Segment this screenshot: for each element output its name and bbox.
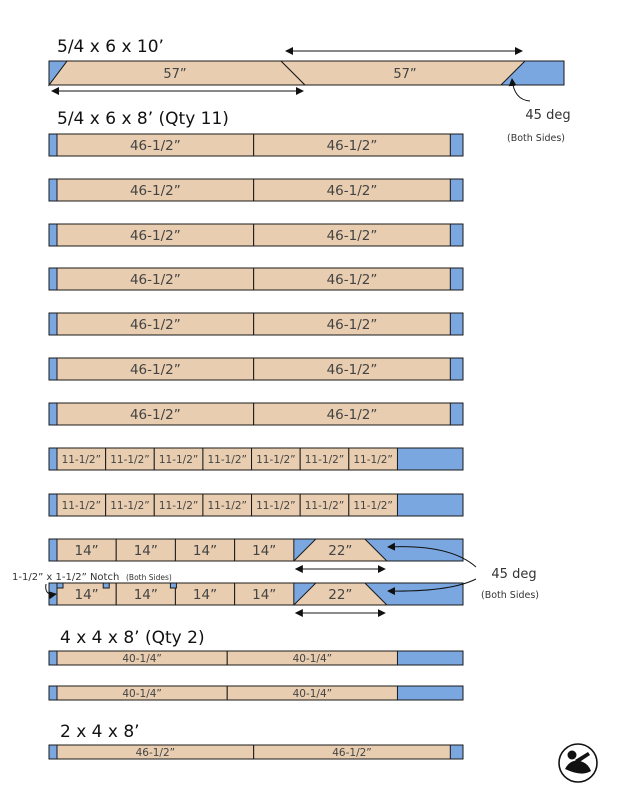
angle-sub-label: (Both Sides) (480, 590, 540, 601)
board-row (49, 313, 463, 335)
piece-label: 11-1/2” (353, 499, 393, 512)
board-row (49, 179, 463, 201)
notch-sub-label: (Both Sides) (126, 573, 172, 582)
piece-label: 11-1/2” (207, 453, 247, 466)
board-row (49, 358, 463, 380)
piece-label: 14” (74, 542, 99, 559)
heading-5-4x6x8: 5/4 x 6 x 8’ (Qty 11) (57, 109, 229, 129)
piece-label: 46-1/2” (129, 316, 181, 333)
heading-5-4x6x10: 5/4 x 6 x 10’ (57, 37, 164, 57)
piece-label: 11-1/2” (256, 453, 296, 466)
piece-label: 46-1/2” (332, 746, 372, 759)
notch (57, 583, 63, 588)
piece-label: 40-1/4” (122, 687, 162, 700)
notch (103, 583, 109, 588)
piece-label: 46-1/2” (129, 137, 181, 154)
board-row (49, 539, 463, 569)
piece-label: 11-1/2” (353, 453, 393, 466)
board-row (49, 134, 463, 156)
piece-label: 14” (252, 586, 277, 603)
board-row (49, 494, 463, 516)
piece-label: 11-1/2” (256, 499, 296, 512)
piece-label: 57” (163, 67, 187, 82)
piece-label: 46-1/2” (129, 182, 181, 199)
piece-label: 14” (252, 542, 277, 559)
board-row (49, 448, 463, 470)
piece-label: 11-1/2” (61, 453, 102, 466)
cut-rows (49, 134, 463, 759)
piece-label: 11-1/2” (110, 453, 150, 466)
piece-label: 14” (133, 542, 158, 559)
board-row (49, 268, 463, 290)
board-row (49, 224, 463, 246)
piece-label: 46-1/2” (129, 406, 181, 423)
piece-label: 14” (192, 542, 218, 559)
piece-label: 14” (74, 586, 99, 603)
piece-label: 40-1/4” (292, 652, 333, 665)
board-10ft (49, 51, 564, 91)
piece-label: 46-1/2” (326, 137, 378, 154)
piece-label: 46-1/2” (129, 361, 181, 378)
piece-label: 46-1/2” (129, 271, 181, 288)
piece-label: 46-1/2” (326, 182, 378, 199)
notch (170, 583, 176, 588)
piece-label: 11-1/2” (304, 499, 345, 512)
piece-label: 14” (192, 586, 218, 603)
piece-label: 46-1/2” (326, 406, 378, 423)
piece-label: 46-1/2” (129, 227, 181, 244)
piece-label: 22” (328, 586, 353, 603)
piece-label: 11-1/2” (61, 499, 102, 512)
piece-label: 11-1/2” (304, 453, 345, 466)
piece-label: 11-1/2” (158, 499, 199, 512)
piece-label: 46-1/2” (326, 227, 378, 244)
piece-label: 40-1/4” (292, 687, 333, 700)
notch-label: 1-1/2” x 1-1/2” Notch (12, 572, 120, 583)
heading-2x4x8: 2 x 4 x 8’ (60, 722, 140, 742)
board-row (49, 583, 463, 613)
angle-label: 45 deg (491, 567, 537, 582)
piece-label: 11-1/2” (110, 499, 150, 512)
piece-label: 40-1/4” (122, 652, 162, 665)
angle-label: 45 deg (525, 108, 571, 123)
piece-label: 11-1/2” (158, 453, 199, 466)
piece-label: 57” (393, 67, 417, 82)
piece-label: 46-1/2” (326, 271, 378, 288)
heading-4x4x8: 4 x 4 x 8’ (Qty 2) (60, 628, 205, 648)
piece-label: 46-1/2” (326, 316, 378, 333)
piece-label: 46-1/2” (326, 361, 378, 378)
piece-label: 14” (133, 586, 158, 603)
woodworker-logo-icon (559, 744, 597, 782)
piece-label: 46-1/2” (135, 746, 176, 759)
board-row (49, 651, 463, 665)
angle-annotation-top (507, 79, 571, 144)
angle-sub-label: (Both Sides) (506, 133, 566, 144)
piece-label: 11-1/2” (207, 499, 247, 512)
board-row (49, 686, 463, 700)
board-row (49, 745, 463, 759)
piece-label: 22” (328, 542, 353, 559)
board-row (49, 403, 463, 425)
